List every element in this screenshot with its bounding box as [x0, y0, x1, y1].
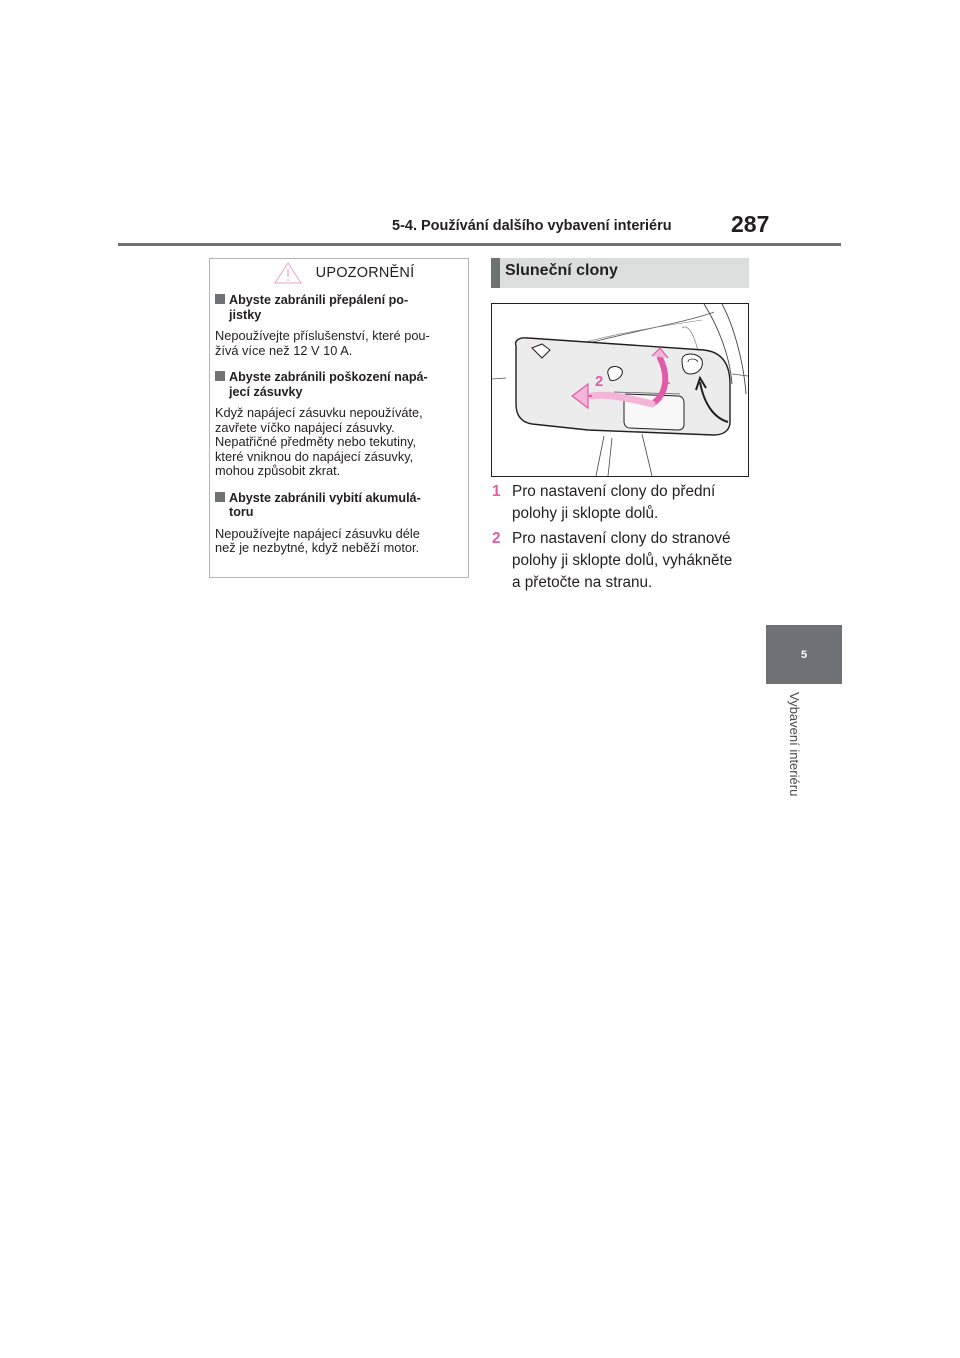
step-item [492, 528, 752, 594]
bullet-square-icon [215, 294, 225, 304]
section-header-bar [491, 258, 500, 288]
caution-heading [215, 293, 451, 322]
callout-2: 2 [595, 373, 604, 390]
step-text: Pro nastavení clony do stranové polohy ji sklopte dolů, vyhákněte a přetočte na stranu. [512, 530, 733, 591]
caution-heading-text: Abyste zabránili vybití akumulá- toru [229, 490, 421, 519]
steps-list [492, 481, 752, 597]
caution-body: Nepoužívejte napájecí zásuvku déle než je nezbytné, když neběží motor. [215, 525, 420, 555]
section-header-title: Sluneční clony [505, 262, 618, 279]
caution-header [224, 262, 464, 284]
callout-1: 1 [662, 371, 671, 388]
sun-visor-illustration [491, 303, 749, 477]
sun-visor-drawing [492, 304, 748, 476]
caution-body: Nepoužívejte příslušenství, které pou- žívá více než 12 V 10 A. [215, 328, 430, 358]
caution-heading [215, 491, 451, 520]
bullet-square-icon [215, 492, 225, 502]
page-number: 287 [731, 211, 770, 237]
chapter-number: 5 [800, 648, 808, 661]
caution-title: UPOZORNĚNÍ [315, 265, 415, 281]
caution-heading [215, 370, 451, 399]
step-number: 2 [492, 530, 501, 547]
step-text: Pro nastavení clony do přední polohy ji sklopte dolů. [512, 483, 716, 522]
caution-content [215, 293, 451, 568]
caution-body: Když napájecí zásuvku nepoužíváte, zavřete víčko napájecí zásuvky. Nepatřičné předměty nebo tekutiny, které vniknou do napájecí zásuvky, mohou způsobit zkrat. [215, 405, 423, 478]
caution-heading-text: Abyste zabránili přepálení po- jistky [229, 293, 409, 322]
step-number: 1 [492, 483, 501, 500]
section-title: 5-4. Používání dalšího vybavení interiéru [392, 218, 672, 234]
header-divider [118, 243, 841, 246]
caution-heading-text: Abyste zabránili poškození napá- jecí zásuvky [229, 370, 428, 399]
chapter-tab [766, 625, 842, 684]
chapter-label: Vybavení interiéru [787, 692, 802, 797]
warning-icon [274, 262, 302, 284]
section-header [491, 258, 749, 288]
step-item [492, 481, 752, 525]
bullet-square-icon [215, 371, 225, 381]
